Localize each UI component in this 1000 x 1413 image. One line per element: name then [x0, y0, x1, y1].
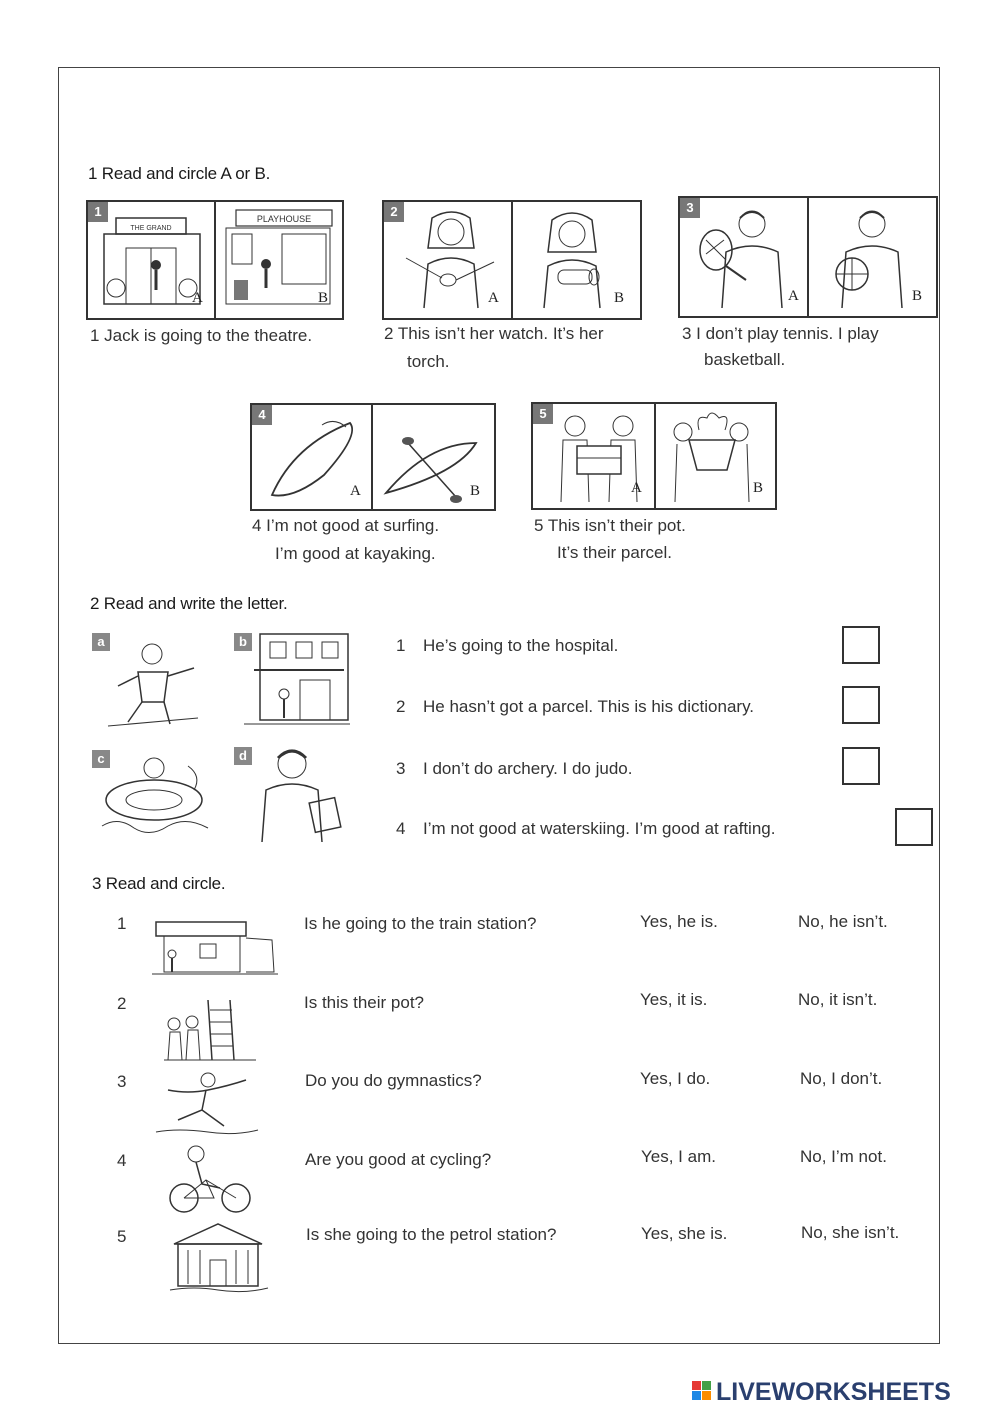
picture-letter-a: a [92, 633, 110, 651]
logo-text: LIVEWORKSHEETS [716, 1378, 951, 1405]
train-station-picture [150, 918, 280, 978]
answer-box-1[interactable] [842, 626, 880, 664]
s3-item-4-no[interactable]: No, I’m not. [800, 1147, 887, 1166]
s3-item-5-no[interactable]: No, she isn’t. [801, 1223, 900, 1242]
s3-item-5-question: Is she going to the petrol station? [306, 1225, 557, 1244]
hospital-picture [240, 630, 352, 734]
panel-2 [382, 200, 642, 320]
boy-dictionary-picture [252, 744, 352, 844]
option-a-label[interactable]: A [350, 483, 361, 499]
s3-item-1-yes[interactable]: Yes, he is. [640, 912, 718, 931]
option-b-label[interactable]: B [753, 480, 764, 496]
s2-item-4-text: I’m not good at waterskiing. I’m good at rafting. [423, 819, 776, 838]
section1-heading: 1 Read and circle A or B. [88, 164, 271, 183]
s3-item-2-yes[interactable]: Yes, it is. [640, 990, 708, 1009]
panel-3 [678, 196, 938, 318]
s2-item-2-text: He hasn’t got a parcel. This is his dictionary. [423, 697, 755, 716]
option-b-label[interactable]: B [614, 290, 625, 306]
item-4-sentence-line2: I’m good at kayaking. [275, 544, 436, 563]
judo-picture [98, 632, 208, 732]
item-4-sentence: 4 I’m not good at surfing. [252, 516, 440, 535]
item-2-sentence-line2: torch. [407, 352, 450, 371]
answer-box-3[interactable] [842, 747, 880, 785]
s3-item-1-no[interactable]: No, he isn’t. [798, 912, 888, 931]
logo-mark-icon [692, 1377, 992, 1405]
s3-item-3-number: 3 [117, 1072, 127, 1091]
answer-box-4[interactable] [895, 808, 933, 846]
panel-1 [86, 200, 344, 320]
option-a-label[interactable]: A [192, 290, 203, 306]
s2-item-4-number: 4 [396, 819, 406, 838]
s3-item-2-no[interactable]: No, it isn’t. [798, 990, 878, 1009]
playhouse-sign: PLAYHOUSE [256, 214, 312, 224]
s2-item-1-number: 1 [396, 636, 406, 655]
item-3-sentence-line2: basketball. [704, 350, 786, 369]
s3-item-4-yes[interactable]: Yes, I am. [641, 1147, 716, 1166]
pot-picture[interactable] [665, 410, 764, 504]
gymnastics-picture [148, 1070, 262, 1140]
s2-item-1-text: He’s going to the hospital. [423, 636, 619, 655]
s2-item-3-number: 3 [396, 759, 406, 778]
panel-number: 4 [252, 405, 272, 425]
option-b-label[interactable]: B [318, 290, 329, 306]
option-a-label[interactable]: A [631, 480, 642, 496]
s3-item-5-number: 5 [117, 1227, 127, 1246]
panel-number: 2 [384, 202, 404, 222]
pot-people-picture [160, 996, 260, 1062]
option-b-label[interactable]: B [912, 288, 923, 304]
section2-heading: 2 Read and write the letter. [90, 594, 288, 613]
kayak-picture[interactable] [378, 413, 482, 505]
item-5-sentence-line2: It’s their parcel. [557, 543, 672, 562]
s2-item-2-number: 2 [396, 697, 406, 716]
panel-5 [531, 402, 777, 510]
s2-item-3-text: I don’t do archery. I do judo. [423, 759, 633, 778]
option-a-label[interactable]: A [488, 290, 499, 306]
s3-item-1-number: 1 [117, 914, 127, 933]
girl-torch-picture[interactable] [528, 208, 628, 312]
item-1-sentence: 1 Jack is going to the theatre. [90, 326, 313, 345]
s3-item-4-number: 4 [117, 1151, 127, 1170]
building-picture [164, 1220, 274, 1294]
item-3-sentence: 3 I don’t play tennis. I play [682, 324, 879, 343]
s3-item-4-question: Are you good at cycling? [305, 1150, 492, 1169]
s3-item-3-question: Do you do gymnastics? [305, 1071, 482, 1090]
picture-letter-b: b [234, 633, 252, 651]
s3-item-2-question: Is this their pot? [304, 993, 425, 1012]
s3-item-2-number: 2 [117, 994, 127, 1013]
cycling-picture [166, 1144, 256, 1218]
section3-heading: 3 Read and circle. [92, 874, 226, 893]
s3-item-3-no[interactable]: No, I don’t. [800, 1069, 883, 1088]
theatre-sign: THE GRAND [130, 225, 172, 232]
rafting-picture [98, 746, 212, 842]
s3-item-5-yes[interactable]: Yes, she is. [641, 1224, 728, 1243]
liveworksheets-logo [692, 1377, 992, 1405]
boy-basketball-picture[interactable] [820, 204, 924, 310]
panel-4 [250, 403, 496, 511]
girl-watch-picture[interactable] [402, 208, 502, 312]
panel-number: 5 [533, 404, 553, 424]
option-b-label[interactable]: B [470, 483, 481, 499]
answer-box-2[interactable] [842, 686, 880, 724]
panel-number: 3 [680, 198, 700, 218]
option-a-label[interactable]: A [788, 288, 799, 304]
picture-letter-c: c [92, 750, 110, 768]
item-5-sentence: 5 This isn’t their pot. [534, 516, 686, 535]
s3-item-1-question: Is he going to the train station? [304, 914, 537, 933]
panel-number: 1 [88, 202, 108, 222]
picture-letter-d: d [234, 747, 252, 765]
item-2-sentence: 2 This isn’t her watch. It’s her [384, 324, 604, 343]
s3-item-3-yes[interactable]: Yes, I do. [640, 1069, 711, 1088]
